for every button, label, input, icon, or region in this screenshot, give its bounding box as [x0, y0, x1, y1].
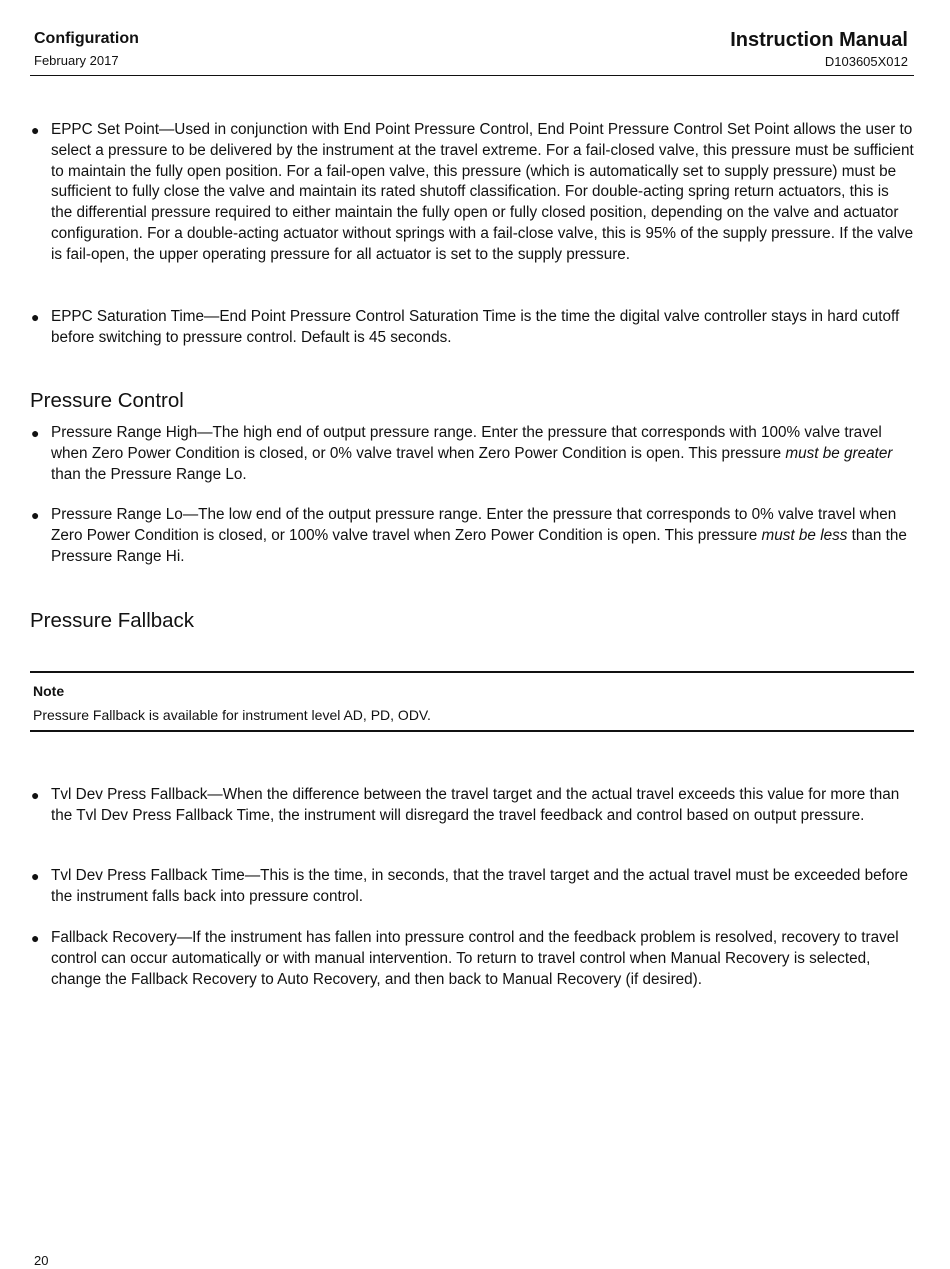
note-box	[30, 671, 914, 732]
bullet-icon: ●	[31, 787, 40, 803]
term-label: EPPC Set Point	[51, 121, 159, 138]
list-item-pressure-range-high	[30, 423, 914, 485]
bullet-icon: ●	[31, 425, 40, 441]
term-label: EPPC Saturation Time	[51, 308, 205, 325]
document-number: D103605X012	[824, 54, 908, 69]
page-header-right	[730, 28, 908, 71]
section-heading-pressure-fallback: Pressure Fallback	[30, 609, 195, 632]
manual-title: Instruction Manual	[730, 29, 908, 51]
term-description: —Used in conjunction with End Point Pressure Control, End Point Pressure Control Set Point allows the user to select a pressure to be delivered by the instrument at the travel extreme. For a fail-closed valve, this pressure must be sufficient to maintain the fully open position. For a fail-open valve, this pressure (which is automatically set to supply pressure) must be sufficient to fully close the valve and maintain its rated shutoff classification. For double-acting spring return actuators, this is the differential pressure required to either maintain the fully open or fully closed position, depending on the valve and actuator configuration. For a double-acting actuator without springs with a fail-close valve, this is 95% of the supply pressure. If the valve is fail-open, the upper operating pressure for all actuator is set to the supply pressure.	[51, 121, 914, 263]
bullet-icon: ●	[31, 868, 40, 884]
bullet-paragraph	[30, 505, 914, 567]
bullet-paragraph	[30, 785, 914, 827]
term-label: Fallback Recovery	[51, 929, 177, 946]
list-item-tvl-dev-press-fallback-time	[30, 866, 914, 908]
term-description: —The high end of output pressure range. Enter the pressure that corresponds with 100% valve travel when Zero Power Condition is closed, or 0% valve travel when Zero Power Condition is open. This pressure	[51, 424, 882, 462]
bullet-icon: ●	[31, 122, 40, 138]
list-item-eppc-saturation-time	[30, 307, 914, 349]
term-label: Tvl Dev Press Fallback Time	[51, 867, 245, 884]
list-item-eppc-set-point	[30, 120, 914, 266]
bullet-paragraph	[30, 120, 914, 266]
term-label: Pressure Range Lo	[51, 506, 183, 523]
bullet-paragraph	[30, 866, 914, 908]
section-name: Configuration	[34, 30, 139, 47]
term-description-end: than the Pressure Range Lo.	[51, 465, 247, 483]
bullet-icon: ●	[31, 507, 40, 523]
bullet-icon: ●	[31, 309, 40, 325]
note-title: Note	[33, 683, 65, 699]
section-heading-pressure-control: Pressure Control	[30, 389, 184, 412]
bullet-paragraph	[30, 928, 914, 990]
note-text: Pressure Fallback is available for instrument level AD, PD, ODV.	[33, 707, 431, 723]
list-item-pressure-range-lo	[30, 505, 914, 567]
bullet-paragraph	[30, 307, 914, 349]
term-description: —If the instrument has fallen into pressure control and the feedback problem is resolved, recovery to travel control can occur automatically or with manual intervention. To return to travel control when Manual Recovery is selected, change the Fallback Recovery to Auto Recovery, and then back to Manual Recovery (if desired).	[51, 929, 899, 988]
term-description: —This is the time, in seconds, that the travel target and the actual travel must be exceeded before the instrument falls back into pressure control.	[51, 867, 909, 905]
publication-date: February 2017	[34, 53, 119, 68]
emphasis-text: must be greater	[785, 444, 893, 462]
list-item-tvl-dev-press-fallback	[30, 785, 914, 827]
list-item-fallback-recovery	[30, 928, 914, 990]
page-header-left	[34, 29, 139, 70]
bullet-icon: ●	[31, 930, 40, 946]
term-description-end: than the Pressure Range Hi.	[51, 526, 907, 565]
bullet-paragraph	[30, 423, 914, 485]
term-label: Pressure Range High	[51, 424, 198, 441]
term-description: —The low end of the output pressure range. Enter the pressure that corresponds to 0% valve travel when Zero Power Condition is closed, or 100% valve travel when Zero Power Condition is open. This pressure	[51, 506, 897, 544]
term-description: —End Point Pressure Control Saturation Time is the time the digital valve controller stays in hard cutoff before switching to pressure control. Default is 45 seconds.	[51, 308, 900, 346]
header-divider	[30, 75, 914, 76]
term-description: —When the difference between the travel target and the actual travel exceeds this value for more than the Tvl Dev Press Fallback Time, the instrument will disregard the travel feedback and control based on output pressure.	[51, 786, 900, 824]
page-number: 20	[34, 1253, 49, 1268]
term-label: Tvl Dev Press Fallback	[51, 786, 208, 803]
emphasis-text: must be less	[761, 526, 848, 544]
